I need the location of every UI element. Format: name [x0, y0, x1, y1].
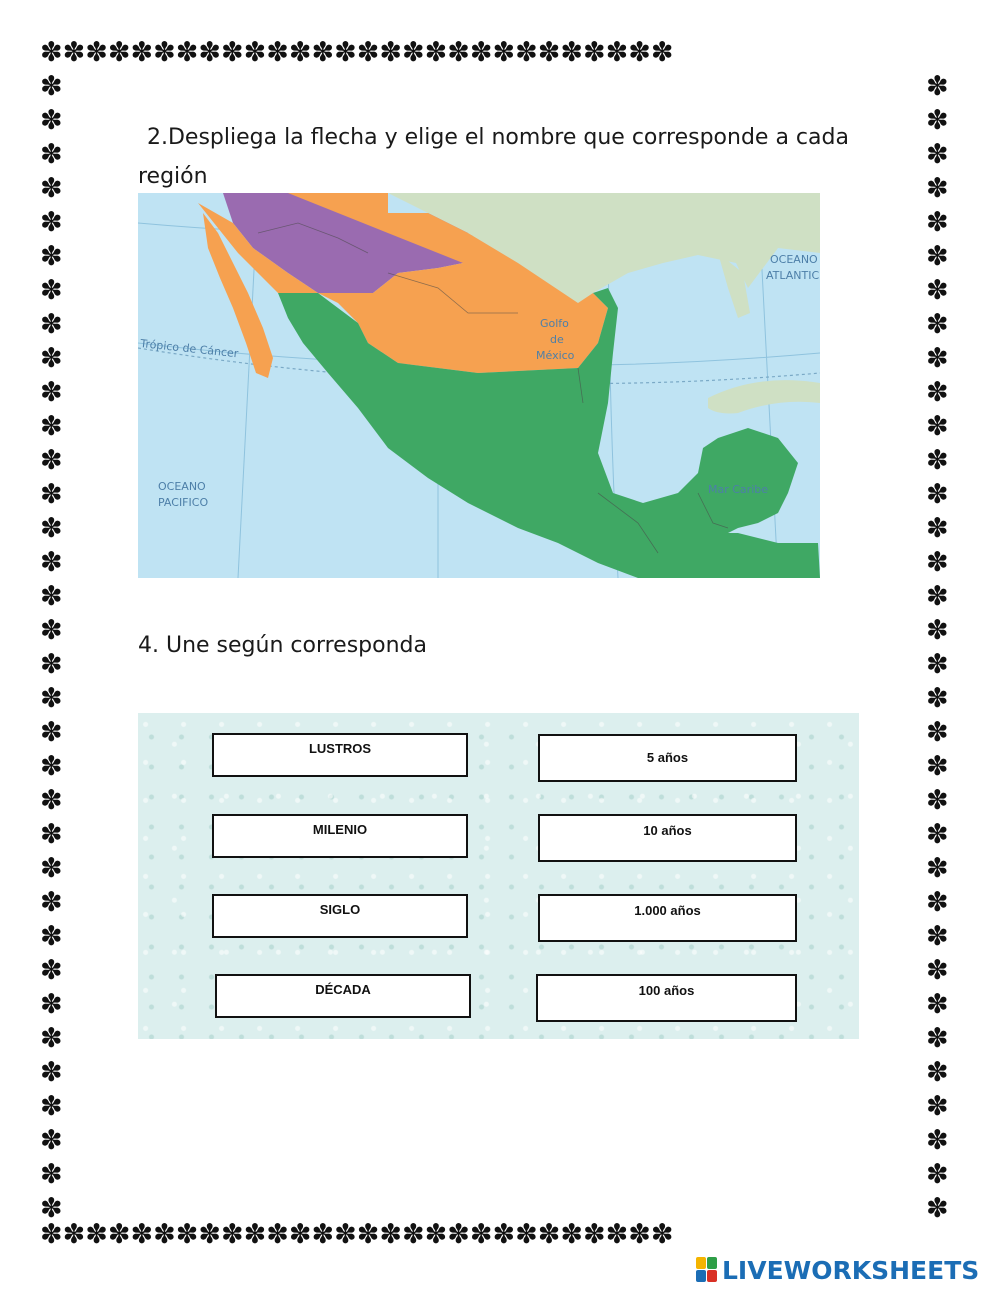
question-2-label: 2.Despliega la flecha y elige el nombre que corresponde a cada región	[138, 125, 849, 189]
match-right-label: 100 años	[638, 983, 695, 998]
liveworksheets-logo	[696, 1255, 979, 1285]
liveworksheets-logo-icon	[696, 1257, 718, 1283]
match-right-label: 10 años	[643, 823, 692, 838]
match-left-label: SIGLO	[319, 902, 361, 917]
match-left-decada[interactable]	[215, 974, 471, 1018]
atlantic-label-1: OCEANO	[770, 253, 818, 266]
question-4-text: 4. Une según corresponda	[138, 633, 427, 658]
match-right-10[interactable]	[538, 814, 797, 862]
match-left-milenio[interactable]	[212, 814, 468, 858]
logo-text: LIVEWORKSHEETS	[722, 1255, 980, 1285]
mexico-regions-map	[138, 193, 820, 578]
match-left-lustros[interactable]	[212, 733, 468, 777]
match-left-label: MILENIO	[312, 822, 368, 837]
matching-panel	[138, 713, 859, 1039]
tropic-label: Trópico de Cáncer	[139, 337, 239, 361]
pacific-label-2: PACIFICO	[158, 496, 209, 509]
match-right-label: 1.000 años	[634, 903, 701, 918]
match-right-100[interactable]	[536, 974, 797, 1022]
match-left-label: DÉCADA	[315, 982, 371, 997]
atlantic-label-2: ATLANTIC	[766, 269, 820, 282]
match-left-label: LUSTROS	[308, 741, 372, 756]
match-right-5[interactable]	[538, 734, 797, 782]
map-svg	[138, 193, 820, 578]
question-2-text	[138, 118, 858, 196]
border-left: ✽ ✽ ✽ ✽ ✽ ✽ ✽ ✽ ✽ ✽ ✽ ✽ ✽ ✽ ✽ ✽ ✽ ✽ ✽ ✽ ✽ ✽ ✽ ✽ ✽ ✽ ✽ ✽ ✽ ✽ ✽ ✽ ✽ ✽	[40, 71, 63, 1220]
gulf-label-1: Golfo	[540, 317, 569, 330]
border-top: ✽✽✽✽✽✽✽✽✽✽✽✽✽✽✽✽✽✽✽✽✽✽✽✽✽✽✽✽	[40, 37, 674, 68]
gulf-label-3: México	[536, 349, 575, 362]
caribbean-label: Mar Caribe	[708, 483, 769, 496]
pacific-label-1: OCEANO	[158, 480, 206, 493]
border-bottom: ✽✽✽✽✽✽✽✽✽✽✽✽✽✽✽✽✽✽✽✽✽✽✽✽✽✽✽✽	[40, 1219, 674, 1250]
match-left-siglo[interactable]	[212, 894, 468, 938]
gulf-label-2: de	[550, 333, 564, 346]
match-right-label: 5 años	[646, 750, 689, 765]
match-right-1000[interactable]	[538, 894, 797, 942]
border-right: ✽ ✽ ✽ ✽ ✽ ✽ ✽ ✽ ✽ ✽ ✽ ✽ ✽ ✽ ✽ ✽ ✽ ✽ ✽ ✽ ✽ ✽ ✽ ✽ ✽ ✽ ✽ ✽ ✽ ✽ ✽ ✽ ✽ ✽	[926, 71, 949, 1220]
